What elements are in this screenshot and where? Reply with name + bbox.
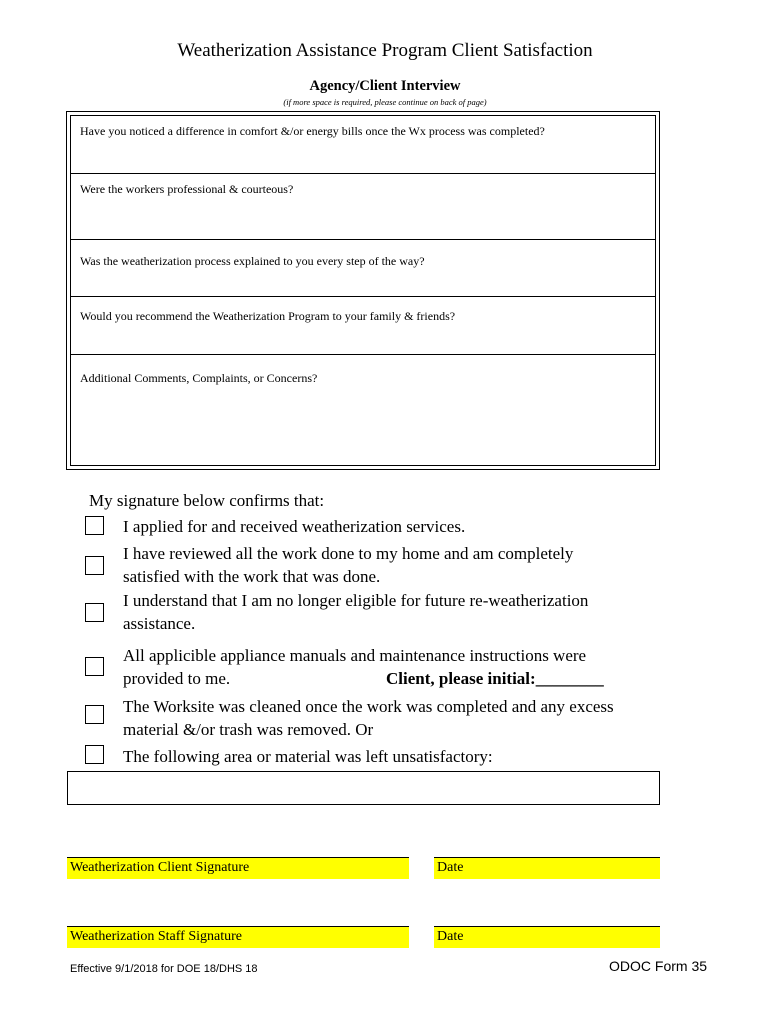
question-text: Have you noticed a difference in comfort &/or energy bills once the Wx process was completed? [80, 124, 545, 138]
client-signature-field[interactable] [67, 857, 409, 879]
statement-line: The Worksite was cleaned once the work was completed and any excess [123, 697, 614, 716]
confirmation-statement [123, 644, 643, 690]
effective-date: Effective 9/1/2018 for DOE 18/DHS 18 [70, 963, 258, 975]
date-label: Date [437, 860, 464, 875]
confirmation-statement [123, 695, 643, 741]
date-label: Date [437, 929, 464, 944]
form-subtitle: Agency/Client Interview [309, 78, 461, 94]
statement-line: All applicible appliance manuals and maintenance instructions were [123, 646, 587, 665]
staff-signature-label: Weatherization Staff Signature [70, 929, 242, 944]
question-row[interactable] [71, 174, 655, 240]
question-row[interactable] [71, 116, 655, 174]
statement-line: provided to me. [123, 669, 231, 688]
checkbox[interactable] [85, 657, 104, 676]
staff-signature-field[interactable] [67, 926, 409, 948]
checkbox[interactable] [85, 603, 104, 622]
statement-line: The following area or material was left unsatisfactory: [123, 747, 493, 766]
confirmation-statement [123, 745, 643, 768]
statement-line: I applied for and received weatherization services. [123, 517, 466, 536]
client-date-field[interactable] [434, 857, 660, 879]
statement-line: assistance. [123, 614, 196, 633]
checkbox[interactable] [85, 705, 104, 724]
confirmation-statement [123, 515, 643, 538]
checkbox[interactable] [85, 556, 104, 575]
interview-questions-table [66, 111, 660, 470]
confirmation-intro: My signature below confirms that: [89, 491, 325, 510]
client-initial-field[interactable]: Client, please initial:________ [386, 669, 604, 688]
confirmation-statement [123, 542, 643, 588]
unsatisfactory-area-field[interactable] [67, 771, 660, 805]
continuation-note: (if more space is required, please continue on back of page) [283, 97, 487, 107]
question-row[interactable] [71, 297, 655, 355]
form-title: Weatherization Assistance Program Client Satisfaction [177, 40, 593, 61]
confirmation-statement [123, 589, 643, 635]
form-number: ODOC Form 35 [609, 958, 708, 974]
statement-line: I have reviewed all the work done to my home and am completely [123, 544, 574, 563]
question-text: Were the workers professional & courteous? [80, 182, 294, 196]
checkbox[interactable] [85, 516, 104, 535]
question-text: Additional Comments, Complaints, or Concerns? [80, 371, 318, 385]
checkbox[interactable] [85, 745, 104, 764]
question-row[interactable] [71, 240, 655, 297]
statement-line: material &/or trash was removed. Or [123, 720, 374, 739]
question-text: Would you recommend the Weatherization Program to your family & friends? [80, 309, 456, 323]
statement-line: satisfied with the work that was done. [123, 567, 381, 586]
question-text: Was the weatherization process explained to you every step of the way? [80, 254, 425, 268]
client-signature-label: Weatherization Client Signature [70, 860, 250, 875]
statement-line: I understand that I am no longer eligible for future re-weatherization [123, 591, 589, 610]
staff-date-field[interactable] [434, 926, 660, 948]
comments-row[interactable] [71, 355, 655, 467]
